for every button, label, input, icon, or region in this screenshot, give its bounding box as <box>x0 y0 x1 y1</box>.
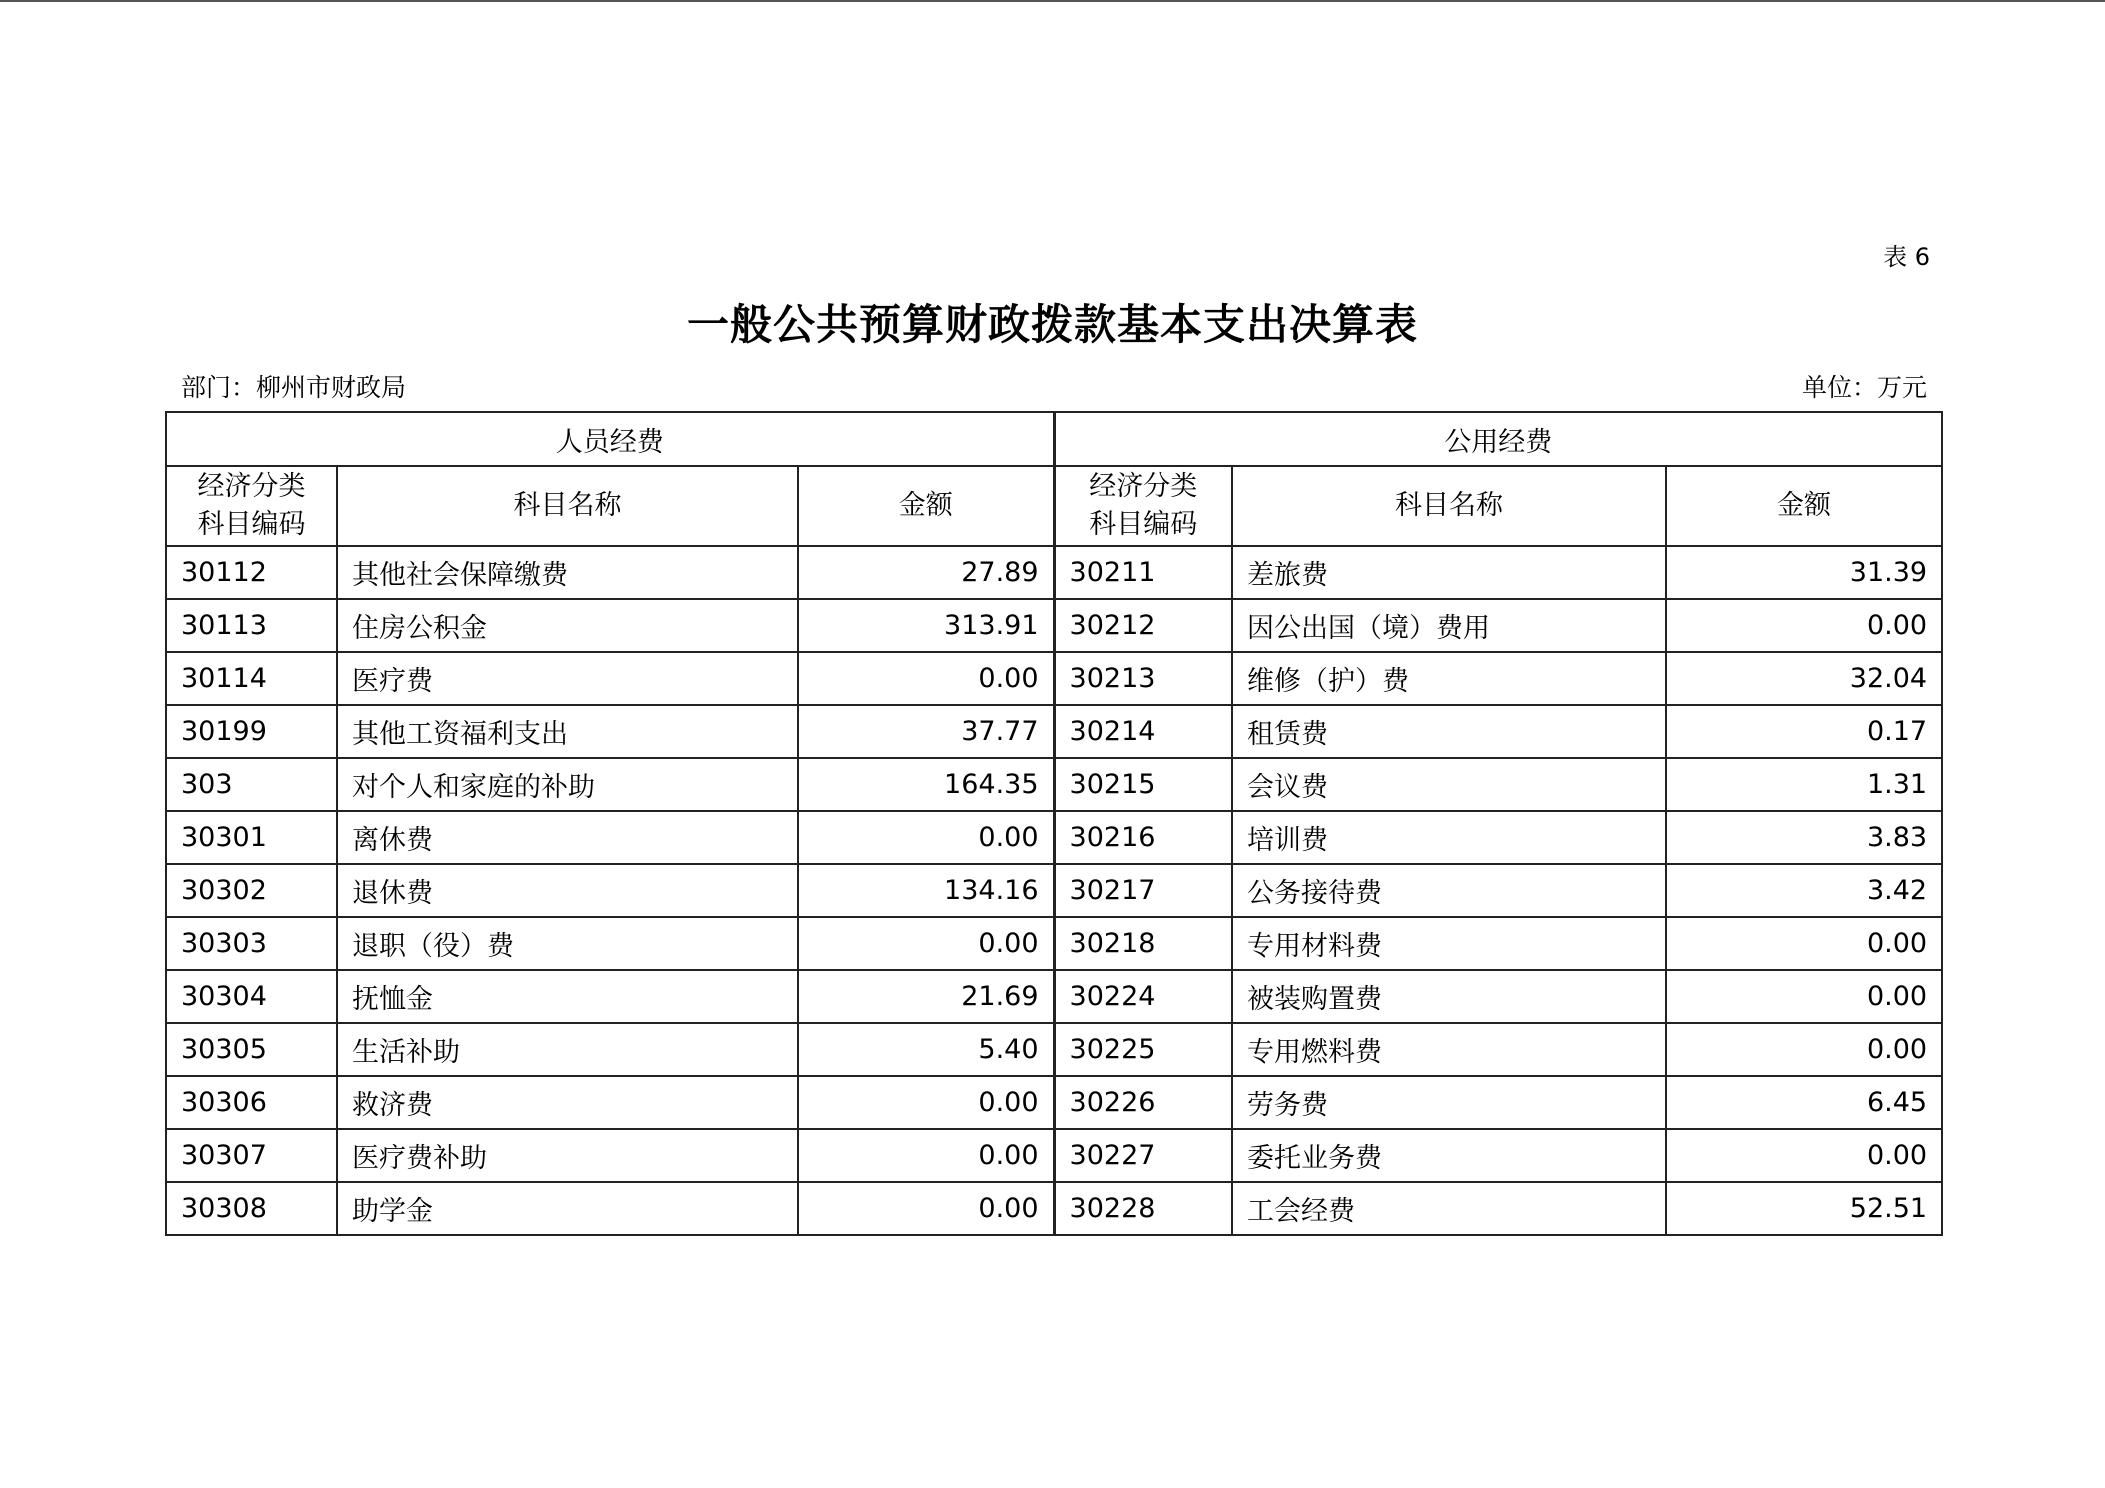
left-name-cell: 其他工资福利支出 <box>337 705 798 758</box>
left-name-cell: 离休费 <box>337 811 798 864</box>
right-name-cell: 劳务费 <box>1232 1076 1666 1129</box>
left-name-cell: 退休费 <box>337 864 798 917</box>
left-amount-cell: 164.35 <box>798 758 1054 811</box>
table-row <box>166 1023 1942 1076</box>
left-amount-cell: 0.00 <box>798 652 1054 705</box>
left-code-cell: 30301 <box>166 811 337 864</box>
right-amount-cell: 3.83 <box>1666 811 1942 864</box>
left-name-cell: 生活补助 <box>337 1023 798 1076</box>
table-row <box>166 917 1942 970</box>
code-header-line1: 经济分类 <box>1089 471 1198 502</box>
right-name-cell: 专用燃料费 <box>1232 1023 1666 1076</box>
right-name-cell: 培训费 <box>1232 811 1666 864</box>
left-code-cell: 30199 <box>166 705 337 758</box>
left-name-cell: 其他社会保障缴费 <box>337 546 798 599</box>
right-name-cell: 租赁费 <box>1232 705 1666 758</box>
public-expense-header: 公用经费 <box>1054 412 1942 466</box>
left-name-cell: 退职（役）费 <box>337 917 798 970</box>
right-name-cell: 差旅费 <box>1232 546 1666 599</box>
table-number: 表 6 <box>1883 243 1930 271</box>
right-name-header: 科目名称 <box>1232 466 1666 546</box>
group-header-row <box>166 412 1942 466</box>
left-amount-cell: 21.69 <box>798 970 1054 1023</box>
left-name-cell: 助学金 <box>337 1182 798 1235</box>
table-row <box>166 970 1942 1023</box>
personnel-expense-header: 人员经费 <box>166 412 1054 466</box>
left-amount-header: 金额 <box>798 466 1054 546</box>
right-name-cell: 公务接待费 <box>1232 864 1666 917</box>
column-header-row <box>166 466 1942 546</box>
left-code-cell: 30112 <box>166 546 337 599</box>
right-amount-cell: 52.51 <box>1666 1182 1942 1235</box>
right-code-cell: 30211 <box>1054 546 1232 599</box>
left-name-cell: 抚恤金 <box>337 970 798 1023</box>
left-code-cell: 30308 <box>166 1182 337 1235</box>
left-amount-cell: 0.00 <box>798 1076 1054 1129</box>
left-code-cell: 30306 <box>166 1076 337 1129</box>
right-amount-cell: 0.00 <box>1666 1023 1942 1076</box>
right-name-cell: 专用材料费 <box>1232 917 1666 970</box>
unit-label: 单位：万元 <box>1801 373 1927 402</box>
right-code-cell: 30224 <box>1054 970 1232 1023</box>
left-code-cell: 30302 <box>166 864 337 917</box>
left-code-cell: 30113 <box>166 599 337 652</box>
code-header-line1: 经济分类 <box>197 471 306 502</box>
right-code-cell: 30214 <box>1054 705 1232 758</box>
right-code-cell: 30217 <box>1054 864 1232 917</box>
right-amount-cell: 0.00 <box>1666 970 1942 1023</box>
table-row <box>166 705 1942 758</box>
left-name-cell: 对个人和家庭的补助 <box>337 758 798 811</box>
right-name-cell: 委托业务费 <box>1232 1129 1666 1182</box>
table-body <box>166 546 1942 1235</box>
right-amount-cell: 0.17 <box>1666 705 1942 758</box>
right-amount-cell: 0.00 <box>1666 1129 1942 1182</box>
left-name-cell: 住房公积金 <box>337 599 798 652</box>
right-amount-cell: 31.39 <box>1666 546 1942 599</box>
right-code-cell: 30226 <box>1054 1076 1232 1129</box>
right-code-cell: 30215 <box>1054 758 1232 811</box>
left-code-cell: 303 <box>166 758 337 811</box>
code-header-line2: 科目编码 <box>197 509 306 540</box>
right-code-cell: 30228 <box>1054 1182 1232 1235</box>
top-border-line <box>0 0 2105 2</box>
left-code-header <box>166 466 337 546</box>
left-name-cell: 救济费 <box>337 1076 798 1129</box>
left-amount-cell: 0.00 <box>798 1182 1054 1235</box>
right-amount-cell: 0.00 <box>1666 599 1942 652</box>
left-amount-cell: 313.91 <box>798 599 1054 652</box>
right-amount-cell: 32.04 <box>1666 652 1942 705</box>
left-amount-cell: 0.00 <box>798 811 1054 864</box>
right-name-cell: 因公出国（境）费用 <box>1232 599 1666 652</box>
left-name-cell: 医疗费 <box>337 652 798 705</box>
left-code-cell: 30303 <box>166 917 337 970</box>
code-header-line2: 科目编码 <box>1089 509 1198 540</box>
left-amount-cell: 5.40 <box>798 1023 1054 1076</box>
left-name-cell: 医疗费补助 <box>337 1129 798 1182</box>
budget-table <box>165 411 1943 1236</box>
table-row <box>166 811 1942 864</box>
table-row <box>166 758 1942 811</box>
left-code-cell: 30304 <box>166 970 337 1023</box>
right-name-cell: 维修（护）费 <box>1232 652 1666 705</box>
left-amount-cell: 134.16 <box>798 864 1054 917</box>
left-amount-cell: 27.89 <box>798 546 1054 599</box>
right-amount-cell: 3.42 <box>1666 864 1942 917</box>
left-code-cell: 30114 <box>166 652 337 705</box>
right-code-cell: 30216 <box>1054 811 1232 864</box>
left-amount-cell: 0.00 <box>798 1129 1054 1182</box>
left-amount-cell: 0.00 <box>798 917 1054 970</box>
right-amount-cell: 1.31 <box>1666 758 1942 811</box>
report-title: 一般公共预算财政拨款基本支出决算表 <box>686 300 1418 349</box>
table-row <box>166 864 1942 917</box>
right-name-cell: 被装购置费 <box>1232 970 1666 1023</box>
left-code-cell: 30305 <box>166 1023 337 1076</box>
right-code-cell: 30225 <box>1054 1023 1232 1076</box>
right-code-cell: 30212 <box>1054 599 1232 652</box>
right-code-header <box>1054 466 1232 546</box>
table-row <box>166 1182 1942 1235</box>
right-amount-cell: 0.00 <box>1666 917 1942 970</box>
right-name-cell: 会议费 <box>1232 758 1666 811</box>
right-code-cell: 30213 <box>1054 652 1232 705</box>
table-row <box>166 1076 1942 1129</box>
right-name-cell: 工会经费 <box>1232 1182 1666 1235</box>
right-code-cell: 30227 <box>1054 1129 1232 1182</box>
left-amount-cell: 37.77 <box>798 705 1054 758</box>
right-amount-header: 金额 <box>1666 466 1942 546</box>
table-row <box>166 546 1942 599</box>
right-amount-cell: 6.45 <box>1666 1076 1942 1129</box>
right-code-cell: 30218 <box>1054 917 1232 970</box>
left-code-cell: 30307 <box>166 1129 337 1182</box>
left-name-header: 科目名称 <box>337 466 798 546</box>
table-row <box>166 1129 1942 1182</box>
table-row <box>166 652 1942 705</box>
table-row <box>166 599 1942 652</box>
department-label: 部门：柳州市财政局 <box>181 373 407 402</box>
